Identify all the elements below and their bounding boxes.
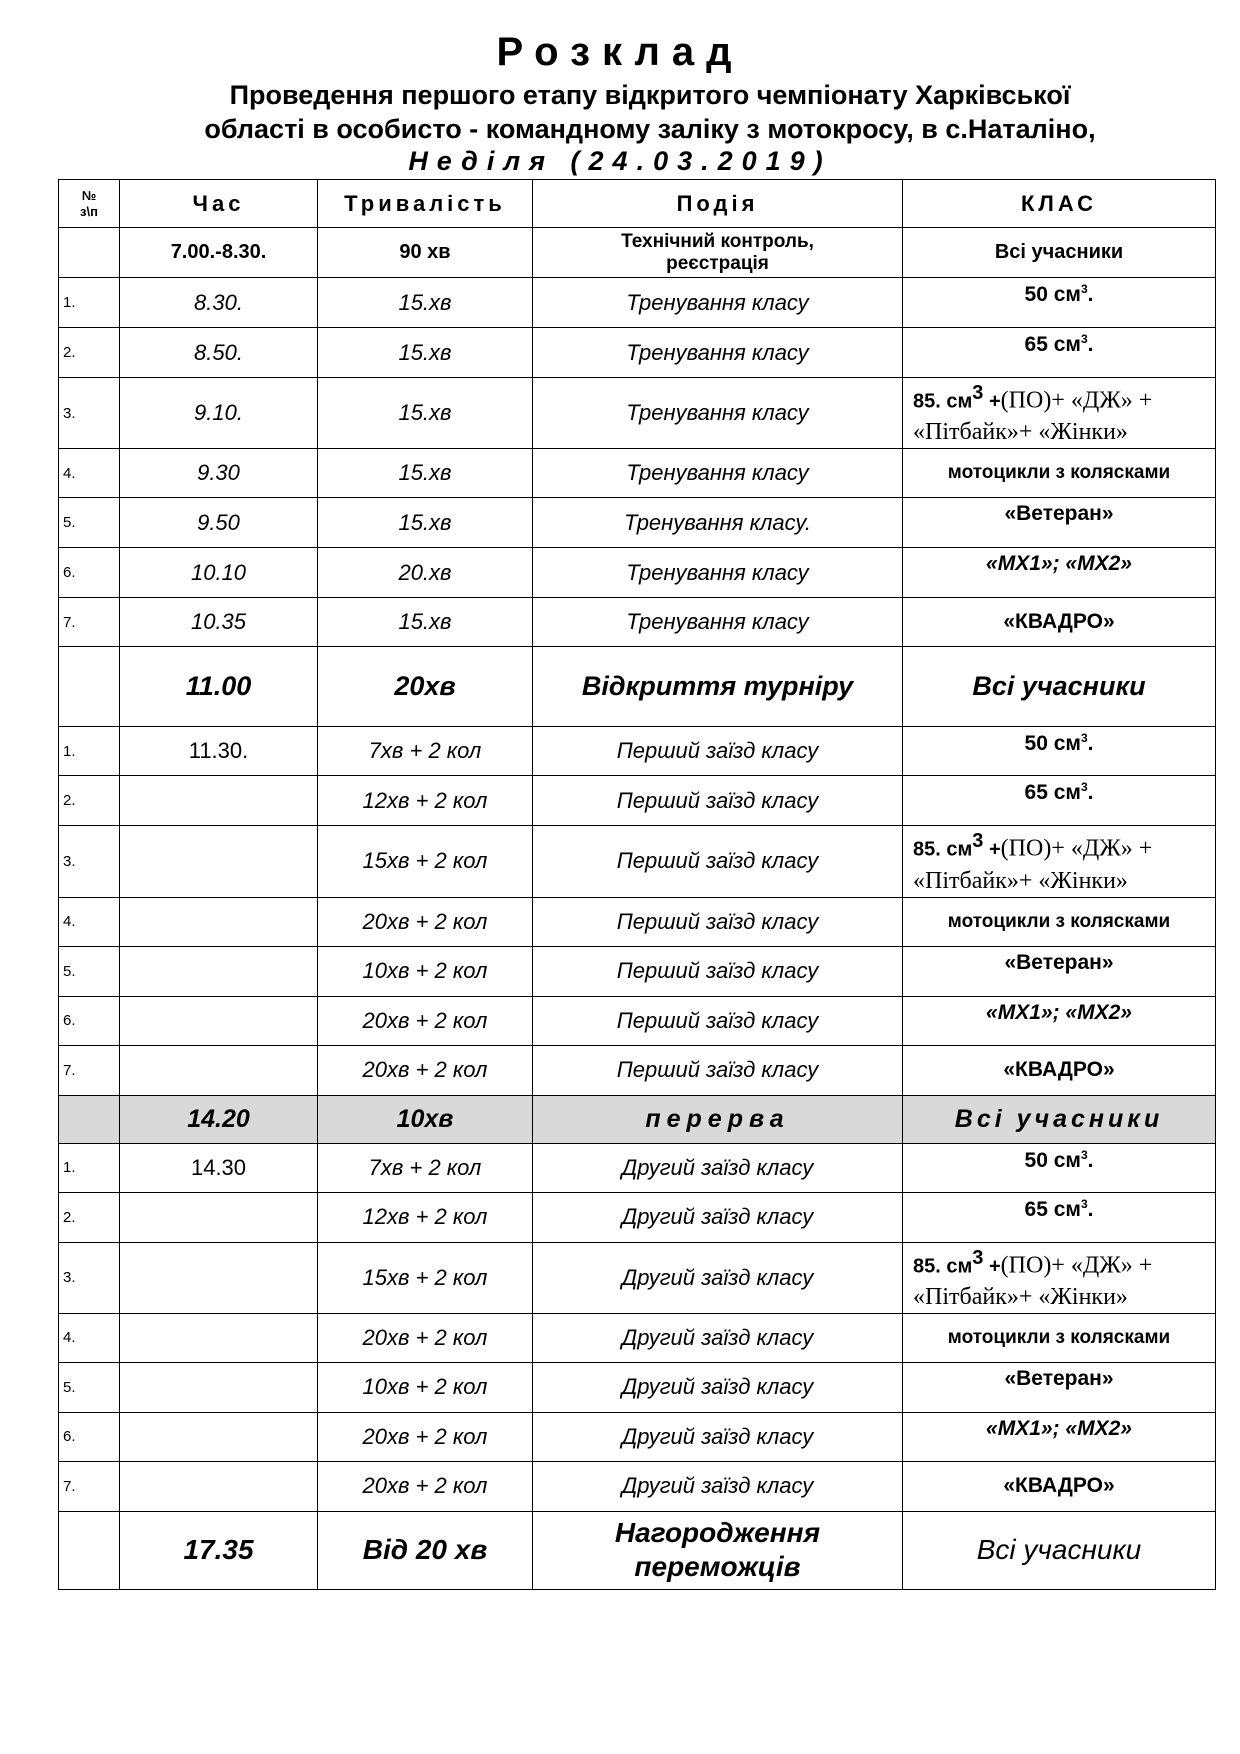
awards-duration: Від 20 хв [318,1511,533,1589]
row-class: мотоцикли з колясками [903,449,1216,498]
table-row [59,946,1216,996]
row-time: 9.30 [120,449,318,498]
row-number: 2. [59,328,120,378]
row-time [120,1313,318,1362]
row-number: 6. [59,548,120,598]
class-line-1 [913,826,1211,865]
class-label: 85. см [913,1254,973,1277]
row-duration: 20хв + 2 кол [318,1461,533,1511]
row-number: 6. [59,1412,120,1461]
class-line-1 [913,378,1211,417]
class-line-1-text: (ПО)+ «ДЖ» + [1000,387,1153,414]
row-duration: 20хв + 2 кол [318,897,533,946]
table-row [59,1362,1216,1412]
row-time [120,1192,318,1242]
row-number: 5. [59,498,120,548]
row-event: Другий заїзд класу [533,1192,903,1242]
schedule-table [58,179,1216,1590]
row-event: Перший заїзд класу [533,826,903,897]
row-time: 9.50 [120,498,318,548]
opening-duration: 20хв [318,647,533,727]
table-row [59,328,1216,378]
table-row [59,897,1216,946]
class-plus: + [983,838,1001,861]
table-row [59,548,1216,598]
row-number: 4. [59,449,120,498]
superscript: 3 [1080,780,1088,795]
opening-class: Всі учасники [903,647,1216,727]
row-number: 5. [59,1362,120,1412]
row-number: 4. [59,1313,120,1362]
class-dot: . [1087,283,1094,306]
class-label: 65 см [1024,781,1081,805]
row-number [59,228,120,278]
table-row [59,826,1216,897]
row-event: Другий заїзд класу [533,1313,903,1362]
row-duration: 15.хв [318,449,533,498]
awards-time: 17.35 [120,1511,318,1589]
row-time: 8.30. [120,278,318,328]
opening-row [59,647,1216,727]
table-row [59,1412,1216,1461]
registration-duration: 90 хв [318,228,533,278]
row-number [59,647,120,727]
class-label: 50 см [1024,283,1081,306]
table-row [59,1192,1216,1242]
awards-event-line-1: Нагородження [614,1517,821,1549]
row-time [120,1045,318,1095]
class-plus: + [983,390,1001,413]
superscript: 3 [972,1246,984,1269]
row-duration: 15.хв [318,378,533,449]
superscript: 3 [1080,1147,1088,1162]
table-row [59,278,1216,328]
row-event: Другий заїзд класу [533,1143,903,1192]
row-time [120,1242,318,1313]
registration-event-line-2: реєстрація [666,252,769,274]
row-duration: 15.хв [318,328,533,378]
row-class: «КВАДРО» [903,1461,1216,1511]
table-row [59,598,1216,647]
row-duration: 12хв + 2 кол [318,1192,533,1242]
row-time [120,897,318,946]
row-number: 2. [59,776,120,826]
opening-time: 11.00 [120,647,318,727]
row-class: «Ветеран» [903,1362,1216,1412]
row-event: Тренування класу [533,598,903,647]
superscript: 3 [1080,282,1088,296]
row-duration: 20хв + 2 кол [318,1412,533,1461]
table-row [59,1143,1216,1192]
class-line-1-text: (ПО)+ «ДЖ» + [1000,835,1153,862]
row-time [120,1362,318,1412]
document-subtitle [120,78,1180,146]
row-class: «МХ1»; «МХ2» [903,996,1216,1045]
row-class: «МХ1»; «МХ2» [903,1412,1216,1461]
row-number: 7. [59,1461,120,1511]
column-header-number-abbr: з\п [80,203,98,219]
superscript: 3 [972,830,984,853]
row-time [120,1412,318,1461]
row-event: Другий заїзд класу [533,1461,903,1511]
class-line-2: «Пітбайк»+ «Жінки» [913,867,1128,894]
row-event: Тренування класу [533,328,903,378]
table-row [59,498,1216,548]
class-line-1 [913,1243,1211,1282]
row-event: Перший заїзд класу [533,946,903,996]
subtitle-line-1: Проведення першого етапу відкритого чемпіонату Харківської [229,80,1071,110]
row-time [120,1461,318,1511]
class-dot: . [1087,333,1094,356]
break-event: перерва [533,1095,903,1143]
column-header-number [59,180,120,228]
awards-class: Всі учасники [903,1511,1216,1589]
row-class: «Ветеран» [903,498,1216,548]
class-line-2: «Пітбайк»+ «Жінки» [913,1283,1128,1310]
column-header-event: Подія [533,180,903,228]
row-number: 1. [59,1143,120,1192]
row-number: 4. [59,897,120,946]
row-time: 10.10 [120,548,318,598]
row-duration: 15.хв [318,498,533,548]
row-event: Перший заїзд класу [533,776,903,826]
class-line-2: «Пітбайк»+ «Жінки» [913,419,1128,446]
row-event: Перший заїзд класу [533,727,903,776]
row-duration: 10хв + 2 кол [318,1362,533,1412]
class-dot: . [1087,1197,1094,1221]
row-class: «КВАДРО» [903,598,1216,647]
class-label: 50 см [1024,732,1081,756]
date-line: Неділя (24.03.2019) [408,146,832,176]
row-time: 10.35 [120,598,318,647]
row-number: 3. [59,826,120,897]
table-row [59,727,1216,776]
class-label: 50 см [1024,1148,1081,1172]
row-duration: 12хв + 2 кол [318,776,533,826]
superscript: 3 [1080,731,1088,746]
row-event: Другий заїзд класу [533,1362,903,1412]
class-dot: . [1087,1148,1094,1172]
row-time [120,946,318,996]
row-event: Перший заїзд класу [533,1045,903,1095]
table-row [59,449,1216,498]
row-duration: 20хв + 2 кол [318,996,533,1045]
row-event: Другий заїзд класу [533,1242,903,1313]
document-title: Розклад [496,30,744,74]
class-label: 85. см [913,838,973,861]
row-duration: 15.хв [318,598,533,647]
class-line-1-text: (ПО)+ «ДЖ» + [1000,1251,1153,1278]
table-row [59,378,1216,449]
row-duration: 15.хв [318,278,533,328]
table-row [59,1242,1216,1313]
row-class [903,727,1216,776]
row-class: «КВАДРО» [903,1045,1216,1095]
table-header-row [59,180,1216,228]
class-label: 65 см [1024,1197,1081,1221]
row-duration: 15хв + 2 кол [318,826,533,897]
row-event: Тренування класу [533,378,903,449]
row-duration: 15хв + 2 кол [318,1242,533,1313]
row-event: Тренування класу [533,278,903,328]
column-header-class: КЛАС [903,180,1216,228]
row-class [903,278,1216,328]
awards-event-line-2: переможців [634,1551,801,1583]
column-header-number-symbol: № [81,187,97,203]
class-label: 65 см [1024,333,1081,356]
row-time [120,776,318,826]
break-row [59,1095,1216,1143]
table-row [59,1461,1216,1511]
row-event: Другий заїзд класу [533,1412,903,1461]
row-time: 14.30 [120,1143,318,1192]
registration-time: 7.00.-8.30. [120,228,318,278]
row-class [903,328,1216,378]
row-event: Тренування класу [533,548,903,598]
class-plus: + [983,1254,1001,1277]
opening-event: Відкриття турніру [533,647,903,727]
row-duration: 10хв + 2 кол [318,946,533,996]
break-class: Всі учасники [903,1095,1216,1143]
registration-event-line-1: Технічний контроль, [621,230,814,252]
row-number: 6. [59,996,120,1045]
break-time: 14.20 [120,1095,318,1143]
subtitle-line-2: області в особисто - командному заліку з мотокросу, в с.Наталіно, [204,114,1096,144]
row-event: Перший заїзд класу [533,897,903,946]
row-number [59,1511,120,1589]
superscript: 3 [972,382,984,404]
table-row [59,996,1216,1045]
table-row [59,1045,1216,1095]
row-class: мотоцикли з колясками [903,897,1216,946]
row-duration: 20хв + 2 кол [318,1313,533,1362]
column-header-duration: Тривалість [318,180,533,228]
registration-row [59,228,1216,278]
row-time [120,996,318,1045]
row-number: 7. [59,1045,120,1095]
row-class [903,1242,1216,1313]
row-duration: 7хв + 2 кол [318,727,533,776]
class-dot: . [1087,781,1094,805]
class-dot: . [1087,732,1094,756]
row-number: 3. [59,1242,120,1313]
registration-event [533,228,903,278]
row-class [903,826,1216,897]
row-time: 9.10. [120,378,318,449]
row-duration: 20хв + 2 кол [318,1045,533,1095]
superscript: 3 [1080,1196,1088,1211]
table-row [59,776,1216,826]
superscript: 3 [1080,332,1088,346]
row-duration: 20.хв [318,548,533,598]
row-time: 11.30. [120,727,318,776]
row-number: 7. [59,598,120,647]
row-duration: 7хв + 2 кол [318,1143,533,1192]
awards-event [533,1511,903,1589]
row-class [903,378,1216,449]
break-duration: 10хв [318,1095,533,1143]
table-row [59,1313,1216,1362]
column-header-time: Час [120,180,318,228]
row-class: «Ветеран» [903,946,1216,996]
row-number [59,1095,120,1143]
row-number: 1. [59,278,120,328]
row-event: Тренування класу. [533,498,903,548]
row-event: Тренування класу [533,449,903,498]
row-event: Перший заїзд класу [533,996,903,1045]
row-time: 8.50. [120,328,318,378]
row-class: мотоцикли з колясками [903,1313,1216,1362]
row-time [120,826,318,897]
awards-row [59,1511,1216,1589]
row-class [903,1143,1216,1192]
row-class [903,1192,1216,1242]
row-class: «МХ1»; «МХ2» [903,548,1216,598]
row-number: 1. [59,727,120,776]
row-number: 3. [59,378,120,449]
row-class [903,776,1216,826]
row-number: 5. [59,946,120,996]
registration-class: Всі учасники [903,228,1216,278]
row-number: 2. [59,1192,120,1242]
class-label: 85. см [913,390,973,413]
